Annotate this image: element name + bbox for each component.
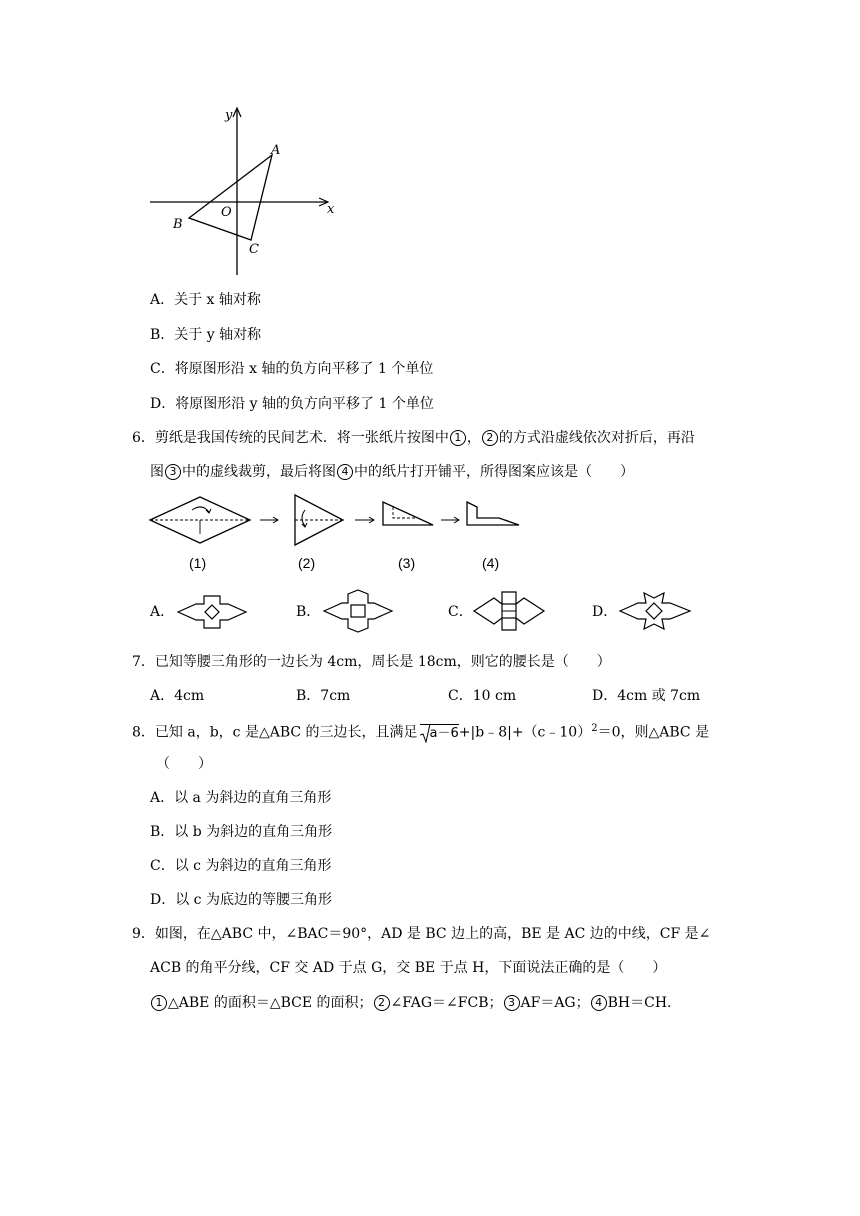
- q7-option-a: A．4cm: [150, 688, 205, 704]
- q9-stem-line1: 9．如图，在△ABC 中，∠BAC＝90°，AD 是 BC 边上的高，BE 是 AC 边的中线，CF 是∠: [132, 926, 711, 942]
- q7-stem: 7．已知等腰三角形的一边长为 4cm，周长是 18cm，则它的腰长是（ ）: [132, 654, 611, 670]
- y-axis-label: y: [225, 108, 233, 123]
- q6-stem-line2: 图 3 中的虚线裁剪，最后将图 4 中的纸片打开铺平，所得图案应该是（ ）: [150, 464, 634, 480]
- q8-option-c: C．以 c 为斜边的直角三角形: [150, 858, 332, 874]
- q5-option-a: A．关于 x 轴对称: [150, 292, 261, 308]
- q6-option-b-shape: [320, 588, 396, 634]
- point-b-label: B: [173, 217, 183, 232]
- fold-step-3-triangle: [383, 502, 433, 525]
- q6-option-b-label: B．: [296, 604, 321, 620]
- q6-option-d-label: D．: [592, 604, 618, 620]
- q6-option-d-shape: [616, 588, 694, 634]
- caption-4: (4): [482, 555, 500, 571]
- q8-option-d: D．以 c 为底边的等腰三角形: [150, 892, 332, 908]
- coordinate-graph: [145, 105, 345, 280]
- q8-stem-line2: （ ）: [156, 756, 212, 772]
- q6-stem-line1: 6．剪纸是我国传统的民间艺术．将一张纸片按图中 1 ， 2 的方式沿虚线依次对折后，再沿: [132, 430, 695, 446]
- q9-stem-line2: ACB 的角平分线，CF 交 AD 于点 G，交 BE 于点 H，下面说法正确的是（ ）: [150, 960, 667, 976]
- q6-option-a-label: A．: [150, 604, 175, 620]
- q7-option-d: D．4cm 或 7cm: [592, 688, 701, 704]
- caption-2: (2): [298, 555, 316, 571]
- point-c-label: C: [249, 242, 259, 257]
- sqrt-expression: a－6: [420, 724, 459, 742]
- q9-statements: 1 △ABE 的面积＝△BCE 的面积； 2 ∠FAG＝∠FCB； 3 AF＝AG； 4 BH＝CH.: [150, 993, 672, 1013]
- q8-stem-line1: 8．已知 a，b，c 是△ABC 的三边长，且满足 a－6+|b﹣8|+（c﹣10）$^2$＝0，则△ABC 是: [132, 723, 710, 741]
- q7-option-b: B．7cm: [296, 688, 351, 704]
- q5-option-d: D．将原图形沿 y 轴的负方向平移了 1 个单位: [150, 396, 434, 412]
- q6-option-c-label: C．: [448, 604, 473, 620]
- origin-label: O: [221, 205, 232, 220]
- caption-3: (3): [398, 555, 416, 571]
- q7-option-c: C．10 cm: [448, 688, 517, 704]
- fold-step-4-cut-piece: [467, 502, 519, 525]
- point-a-label: A: [271, 143, 281, 158]
- q6-option-c-shape: [470, 588, 548, 634]
- q5-option-b: B．关于 y 轴对称: [150, 327, 262, 343]
- q5-option-c: C．将原图形沿 x 轴的负方向平移了 1 个单位: [150, 361, 434, 377]
- triangle-abc: [189, 155, 272, 240]
- q8-option-a: A．以 a 为斜边的直角三角形: [150, 790, 332, 806]
- caption-1: (1): [189, 555, 207, 571]
- q6-option-a-shape: [174, 592, 250, 632]
- x-axis-label: x: [327, 202, 335, 217]
- q8-option-b: B．以 b 为斜边的直角三角形: [150, 824, 333, 840]
